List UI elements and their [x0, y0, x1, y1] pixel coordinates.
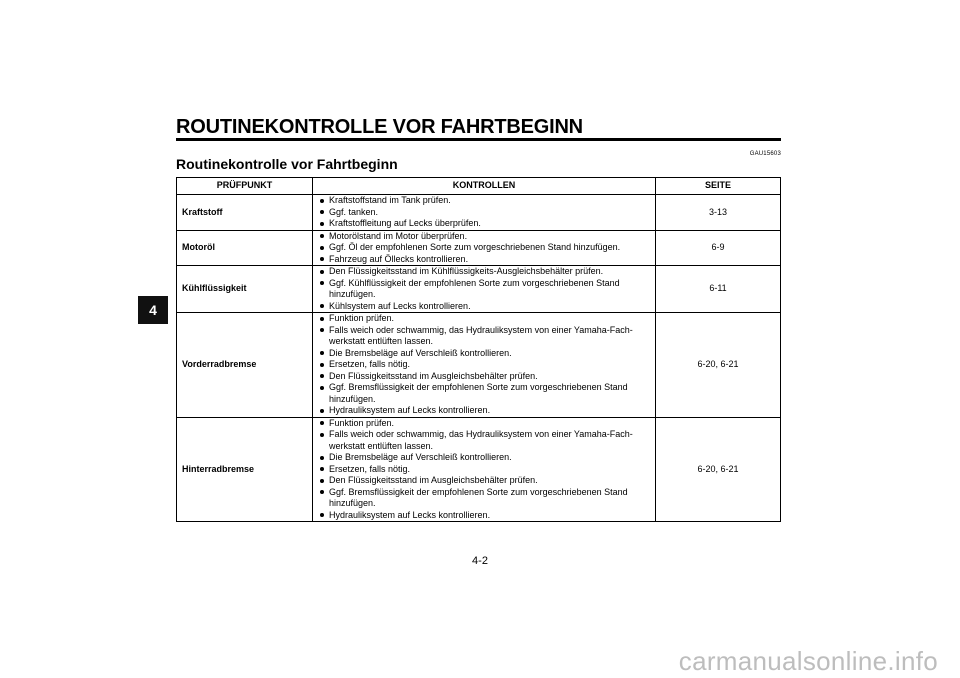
check-bullet: Hydrauliksystem auf Lecks kontrollieren.: [318, 510, 650, 522]
check-bullet: Ggf. Bremsflüssigkeit der empfohlenen Sorte zum vorgeschriebenen Stand hinzufügen.: [318, 382, 650, 405]
header-page: SEITE: [656, 178, 781, 195]
check-bullet: Ersetzen, falls nötig.: [318, 359, 650, 371]
check-bullet: Funktion prüfen.: [318, 418, 650, 430]
table-row: [177, 417, 781, 522]
check-item: Vorderradbremse: [177, 313, 313, 418]
page-reference: 6-20, 6-21: [656, 313, 781, 418]
table-row: [177, 266, 781, 313]
table-body: [177, 195, 781, 522]
check-bullet: Die Bremsbeläge auf Verschleiß kontrollieren.: [318, 348, 650, 360]
check-item: Hinterradbremse: [177, 417, 313, 522]
check-list: [318, 195, 650, 230]
check-bullet: Motorölstand im Motor überprüfen.: [318, 231, 650, 243]
check-item: Motoröl: [177, 230, 313, 266]
check-bullet: Den Flüssigkeitsstand im Ausgleichsbehälter prüfen.: [318, 371, 650, 383]
check-bullet: Kraftstoffstand im Tank prüfen.: [318, 195, 650, 207]
table-row: [177, 195, 781, 231]
section-title: Routinekontrolle vor Fahrtbeginn: [176, 156, 398, 172]
check-bullet: Kraftstoffleitung auf Lecks überprüfen.: [318, 218, 650, 230]
check-bullet: Hydrauliksystem auf Lecks kontrollieren.: [318, 405, 650, 417]
check-bullet: Ggf. Bremsflüssigkeit der empfohlenen Sorte zum vorgeschriebenen Stand hinzufügen.: [318, 487, 650, 510]
page-number: 4-2: [472, 555, 488, 567]
check-list-cell: [313, 195, 656, 231]
check-list: [318, 418, 650, 522]
check-bullet: Den Flüssigkeitsstand im Ausgleichsbehälter prüfen.: [318, 475, 650, 487]
inspection-table: [176, 177, 781, 522]
check-bullet: Falls weich oder schwammig, das Hydrauliksystem von einer Yamaha-Fach-werkstatt entlüften lassen.: [318, 325, 650, 348]
check-bullet: Falls weich oder schwammig, das Hydrauliksystem von einer Yamaha-Fach-werkstatt entlüften lassen.: [318, 429, 650, 452]
check-bullet: Ggf. Kühlflüssigkeit der empfohlenen Sorte zum vorgeschriebenen Stand hinzufügen.: [318, 278, 650, 301]
check-bullet: Die Bremsbeläge auf Verschleiß kontrollieren.: [318, 452, 650, 464]
table-row: [177, 230, 781, 266]
check-list-cell: [313, 417, 656, 522]
watermark: carmanualsonline.info: [678, 646, 938, 676]
check-list: [318, 231, 650, 266]
chapter-title: ROUTINEKONTROLLE VOR FAHRTBEGINN: [176, 116, 583, 138]
title-rule: [176, 138, 781, 141]
check-bullet: Ggf. tanken.: [318, 207, 650, 219]
check-bullet: Den Flüssigkeitsstand im Kühlflüssigkeits-Ausgleichsbehälter prüfen.: [318, 266, 650, 278]
page-reference: 6-9: [656, 230, 781, 266]
check-list-cell: [313, 230, 656, 266]
check-list: [318, 266, 650, 312]
header-item: PRÜFPUNKT: [177, 178, 313, 195]
check-list-cell: [313, 313, 656, 418]
check-item: Kühlflüssigkeit: [177, 266, 313, 313]
check-bullet: Ersetzen, falls nötig.: [318, 464, 650, 476]
check-bullet: Kühlsystem auf Lecks kontrollieren.: [318, 301, 650, 313]
check-list-cell: [313, 266, 656, 313]
check-list: [318, 313, 650, 417]
page-reference: 3-13: [656, 195, 781, 231]
check-bullet: Fahrzeug auf Öllecks kontrollieren.: [318, 254, 650, 266]
header-checks: KONTROLLEN: [313, 178, 656, 195]
table-row: [177, 313, 781, 418]
table-header-row: [177, 178, 781, 195]
page-reference: 6-20, 6-21: [656, 417, 781, 522]
check-item: Kraftstoff: [177, 195, 313, 231]
document-code: GAU15603: [749, 151, 781, 157]
chapter-tab[interactable]: 4: [138, 296, 168, 324]
check-bullet: Funktion prüfen.: [318, 313, 650, 325]
check-bullet: Ggf. Öl der empfohlenen Sorte zum vorgeschriebenen Stand hinzufügen.: [318, 242, 650, 254]
page-reference: 6-11: [656, 266, 781, 313]
